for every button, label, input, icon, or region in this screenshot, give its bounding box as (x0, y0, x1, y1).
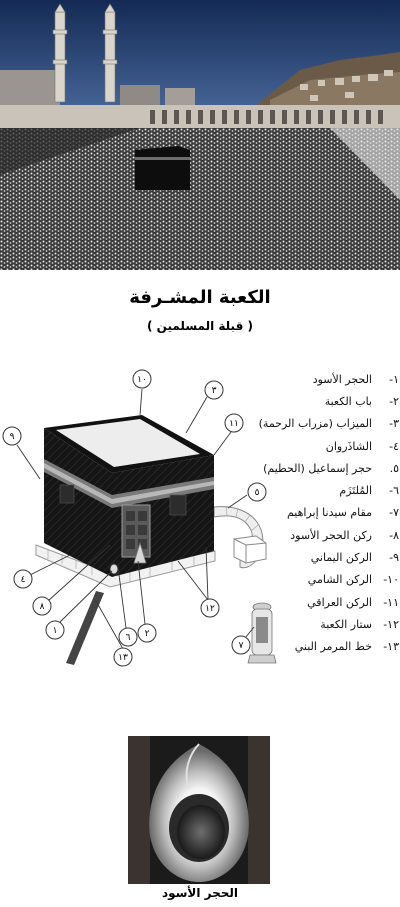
legend-item: ١٠- الركن الشامي (307, 573, 399, 587)
svg-text:٥: ٥ (254, 488, 260, 498)
brown-marble-line (66, 591, 104, 665)
legend-item: ٣- الميزاب (مزراب الرحمة) (258, 417, 399, 431)
legend-item: ١١- الركن العراقي (307, 595, 399, 609)
callout-12 (201, 599, 219, 617)
black-stone-photo (128, 736, 270, 884)
callout-11 (225, 414, 243, 432)
callout-8 (33, 597, 51, 615)
svg-text:٩: ٩ (9, 432, 15, 442)
callout-4 (14, 570, 32, 588)
legend-item: ٧- مقام سيدنا إبراهيم (286, 506, 399, 520)
haram-photo (0, 0, 400, 270)
callout-6 (119, 628, 137, 646)
svg-text:١٠: ١٠ (137, 375, 147, 385)
svg-text:١١: ١١ (229, 419, 239, 429)
callout-10 (133, 370, 151, 388)
svg-text:٤: ٤ (20, 575, 26, 585)
black-stone-caption: الحجر الأسود (161, 886, 239, 900)
svg-text:٢: ٢ (144, 629, 150, 639)
svg-text:١: ١ (52, 626, 58, 636)
svg-text:٧: ٧ (238, 641, 244, 651)
callout-1 (46, 621, 64, 639)
svg-text:١٣: ١٣ (118, 653, 128, 663)
legend-item: ٦- المُلتَزَم (339, 484, 399, 498)
diagram-subtitle: ( قبلة المسلمين ) (147, 319, 253, 333)
legend-item: ٨- ركن الحجر الأسود (290, 528, 399, 542)
legend-list (244, 368, 399, 658)
legend-item: ١- الحجر الأسود (312, 372, 399, 386)
callout-13 (114, 648, 132, 666)
callout-9 (3, 427, 21, 445)
black-stone-marker (110, 564, 118, 574)
callout-3 (205, 381, 223, 399)
diagram-title: الكعبة المشـرفة (129, 287, 271, 308)
legend-item: ١٣- خط المرمر البني (294, 640, 399, 654)
legend-item: ٩- الركن اليماني (310, 551, 399, 565)
svg-text:٨: ٨ (39, 602, 45, 612)
legend-item: ٢- باب الكعبة (324, 394, 399, 408)
legend-item: ٥. حجر إسماعيل (الحطيم) (263, 461, 399, 475)
callout-2 (138, 624, 156, 642)
legend-item: ١٢- ستار الكعبة (320, 617, 399, 631)
svg-text:٣: ٣ (211, 386, 217, 396)
svg-text:٦: ٦ (125, 633, 131, 643)
legend-item: ٤- الشاذَروان (325, 439, 399, 453)
svg-text:١٢: ١٢ (205, 604, 215, 614)
